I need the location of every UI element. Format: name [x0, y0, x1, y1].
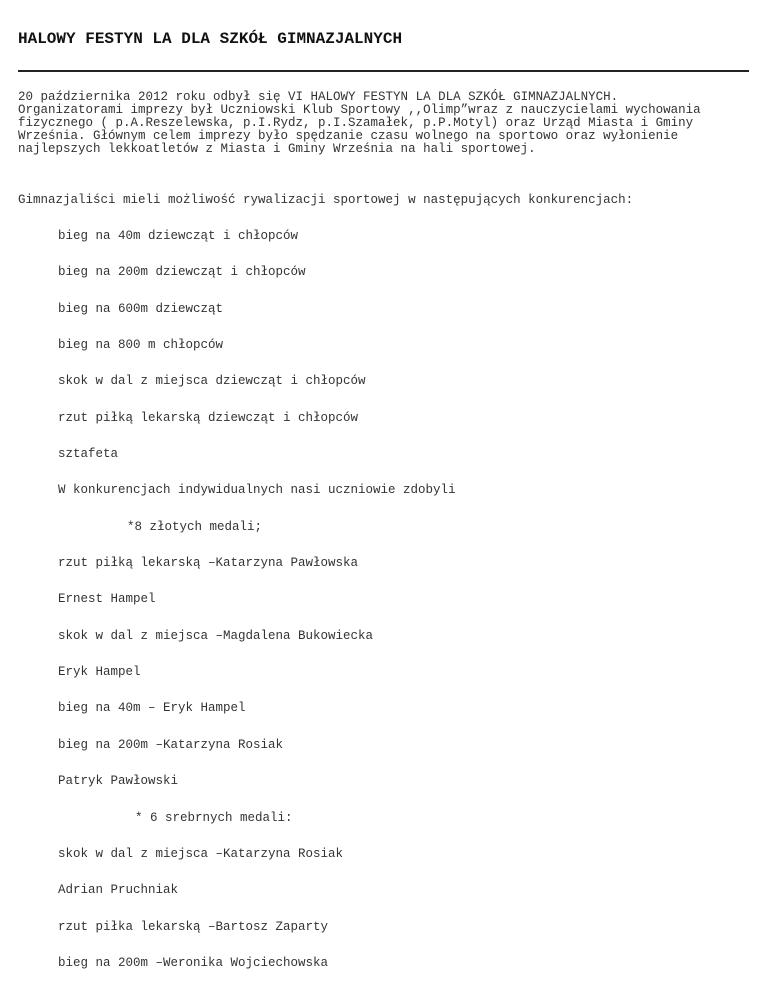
medal-heading-silver: * 6 srebrnych medali:: [135, 811, 293, 825]
list-item: skok w dal z miejsca –Magdalena Bukowiecka: [58, 629, 374, 643]
list-item: bieg na 200m dziewcząt i chłopców: [58, 265, 306, 279]
list-item: W konkurencjach indywidualnych nasi uczniowie zdobyli: [58, 483, 456, 497]
list-item: skok w dal z miejsca dziewcząt i chłopców: [58, 374, 366, 388]
list-item: Ernest Hampel: [58, 592, 156, 606]
medal-heading-gold: *8 złotych medali;: [127, 520, 263, 534]
list-item: rzut piłką lekarską dziewcząt i chłopców: [58, 411, 359, 425]
competitions-lead: Gimnazjaliści mieli możliwość rywalizacji sportowej w następujących konkurencjach:: [18, 193, 634, 207]
list-item: Patryk Pawłowski: [58, 774, 179, 788]
list-item: Eryk Hampel: [58, 665, 141, 679]
page-title: HALOWY FESTYN LA DLA SZKÓŁ GIMNAZJALNYCH: [18, 30, 403, 48]
list-item: bieg na 800 m chłopców: [58, 338, 224, 352]
list-item: sztafeta: [58, 447, 119, 461]
list-item: bieg na 600m dziewcząt: [58, 302, 224, 316]
list-item: skok w dal z miejsca –Katarzyna Rosiak: [58, 847, 344, 861]
list-item: bieg na 200m –Weronika Wojciechowska: [58, 956, 329, 970]
title-divider: [18, 70, 749, 72]
intro-paragraph: 20 października 2012 roku odbył się VI HALOWY FESTYN LA DLA SZKÓŁ GIMNAZJALNYCH. Organizatorami imprezy był Uczniowski Klub Sportowy ,,Olimp”wraz z nauczycielami wychowania fizycznego ( p.A.Reszelewska, p.I.Rydz, p.I.Szamałek, p.P.Motyl) oraz Urząd Miasta i Gminy Września. Głównym celem imprezy było spędzanie czasu wolnego na sportowo oraz wyłonienie najlepszych lekkoatletów z Miasta i Gminy Września na hali sportowej.: [18, 90, 701, 156]
list-item: rzut piłka lekarską –Bartosz Zaparty: [58, 920, 329, 934]
list-item: bieg na 200m –Katarzyna Rosiak: [58, 738, 284, 752]
list-item: Adrian Pruchniak: [58, 883, 179, 897]
list-item: rzut piłką lekarską –Katarzyna Pawłowska: [58, 556, 359, 570]
list-item: bieg na 40m – Eryk Hampel: [58, 701, 246, 715]
list-item: bieg na 40m dziewcząt i chłopców: [58, 229, 299, 243]
